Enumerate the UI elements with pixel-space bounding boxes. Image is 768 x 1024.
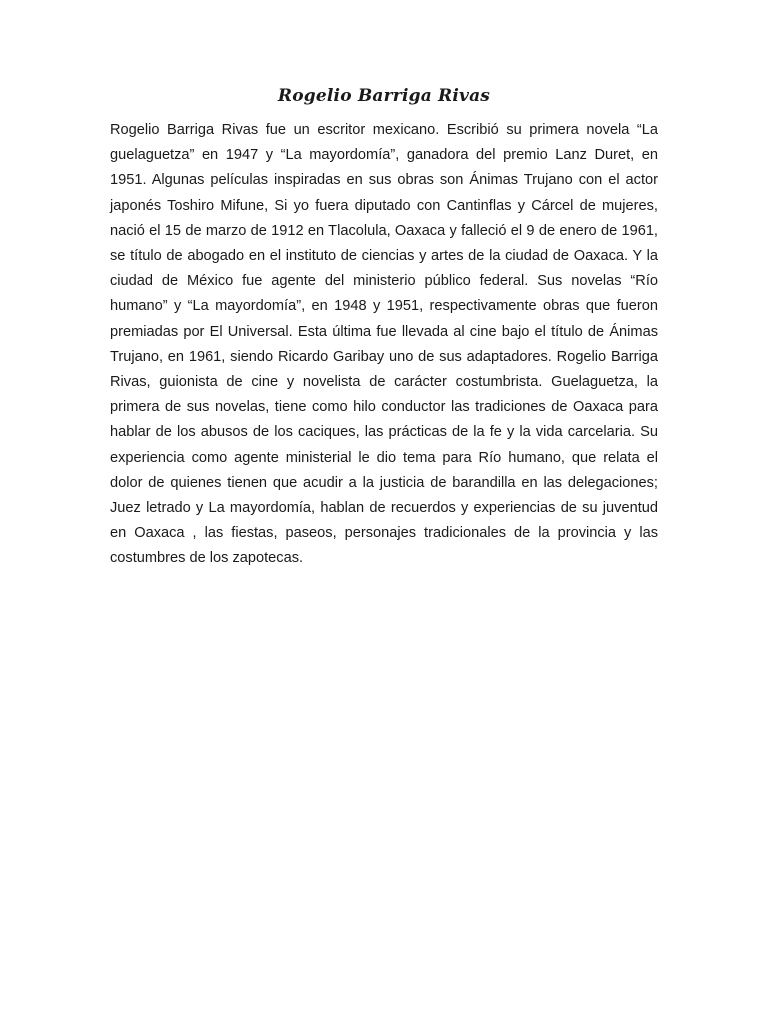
document-title: Rogelio Barriga Rivas xyxy=(277,86,491,106)
body-paragraph: Rogelio Barriga Rivas fue un escritor mexicano. Escribió su primera novela “La guelaguetza” en 1947 y “La mayordomía”, ganadora del premio Lanz Duret, en 1951. Algunas películas inspiradas en sus obras son Ánimas Trujano con el actor japonés Toshiro Mifune, Si yo fuera diputado con Cantinflas y Cárcel de mujeres, nació el 15 de marzo de 1912 en Tlacolula, Oaxaca y falleció el 9 de enero de 1961, se título de abogado en el instituto de ciencias y artes de la ciudad de Oaxaca. Y la ciudad de México fue agente del ministerio público federal. Sus novelas “Río humano” y “La mayordomía”, en 1948 y 1951, respectivamente obras que fueron premiadas por El Universal. Esta última fue llevada al cine bajo el título de Ánimas Trujano, en 1961, siendo Ricardo Garibay uno de sus adaptadores. Rogelio Barriga Rivas, guionista de cine y novelista de carácter costumbrista. Guelaguetza, la primera de sus novelas, tiene como hilo conductor las tradiciones de Oaxaca para hablar de los abusos de los caciques, las prácticas de la fe y la vida carcelaria. Su experiencia como agente ministerial le dio tema para Río humano, que relata el dolor de quienes tienen que acudir a la justicia de barandilla en las delegaciones; Juez letrado y La mayordomía, hablan de recuerdos y experiencias de su juventud en Oaxaca , las fiestas, paseos, personajes tradicionales de la provincia y las costumbres de los zapotecas. xyxy=(110,122,658,567)
